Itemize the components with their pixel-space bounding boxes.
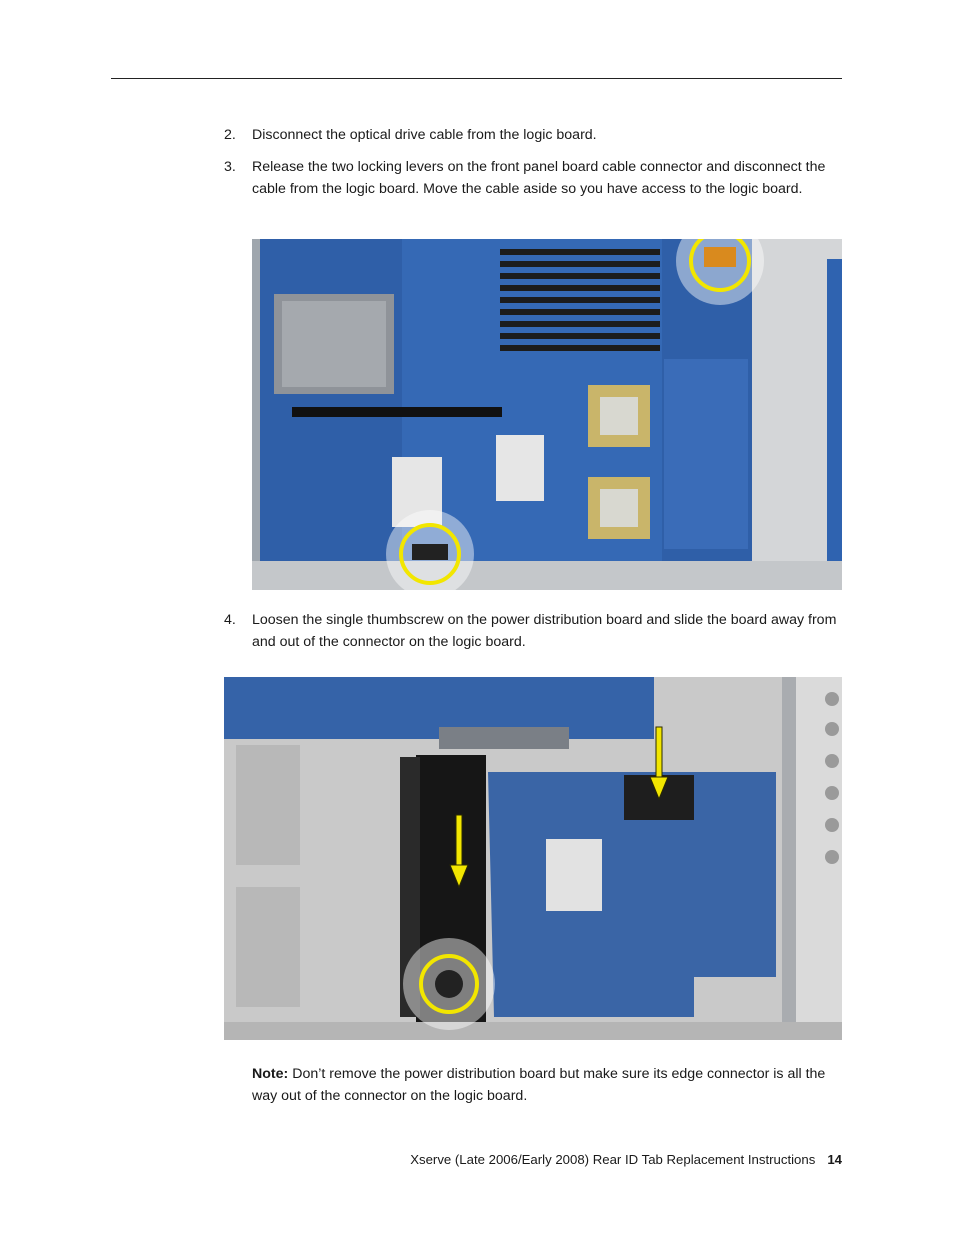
step-number: 2. xyxy=(224,127,236,143)
step-text: Disconnect the optical drive cable from the logic board. xyxy=(252,127,597,143)
step-text: Loosen the single thumbscrew on the power distribution board and slide the board away from and out of the connector on the logic board. xyxy=(252,612,837,650)
logic-board-photo xyxy=(252,239,842,590)
footer-title: Xserve (Late 2006/Early 2008) Rear ID Tab Replacement Instructions xyxy=(410,1152,816,1167)
step-text: Release the two locking levers on the front panel board cable connector and disconnect the cable from the logic board. Move the cable aside so you have access to the logic board. xyxy=(252,159,826,197)
note-label: Note: xyxy=(252,1066,289,1082)
page-number: 14 xyxy=(827,1152,842,1167)
power-distribution-board-photo xyxy=(224,677,842,1040)
note-paragraph xyxy=(252,1064,844,1107)
header-rule xyxy=(111,78,842,79)
step-number: 3. xyxy=(224,159,236,175)
step-number: 4. xyxy=(224,612,236,628)
page-footer xyxy=(410,1152,842,1167)
note-text: Don’t remove the power distribution board but make sure its edge connector is all the way out of the connector on the logic board. xyxy=(252,1066,826,1104)
